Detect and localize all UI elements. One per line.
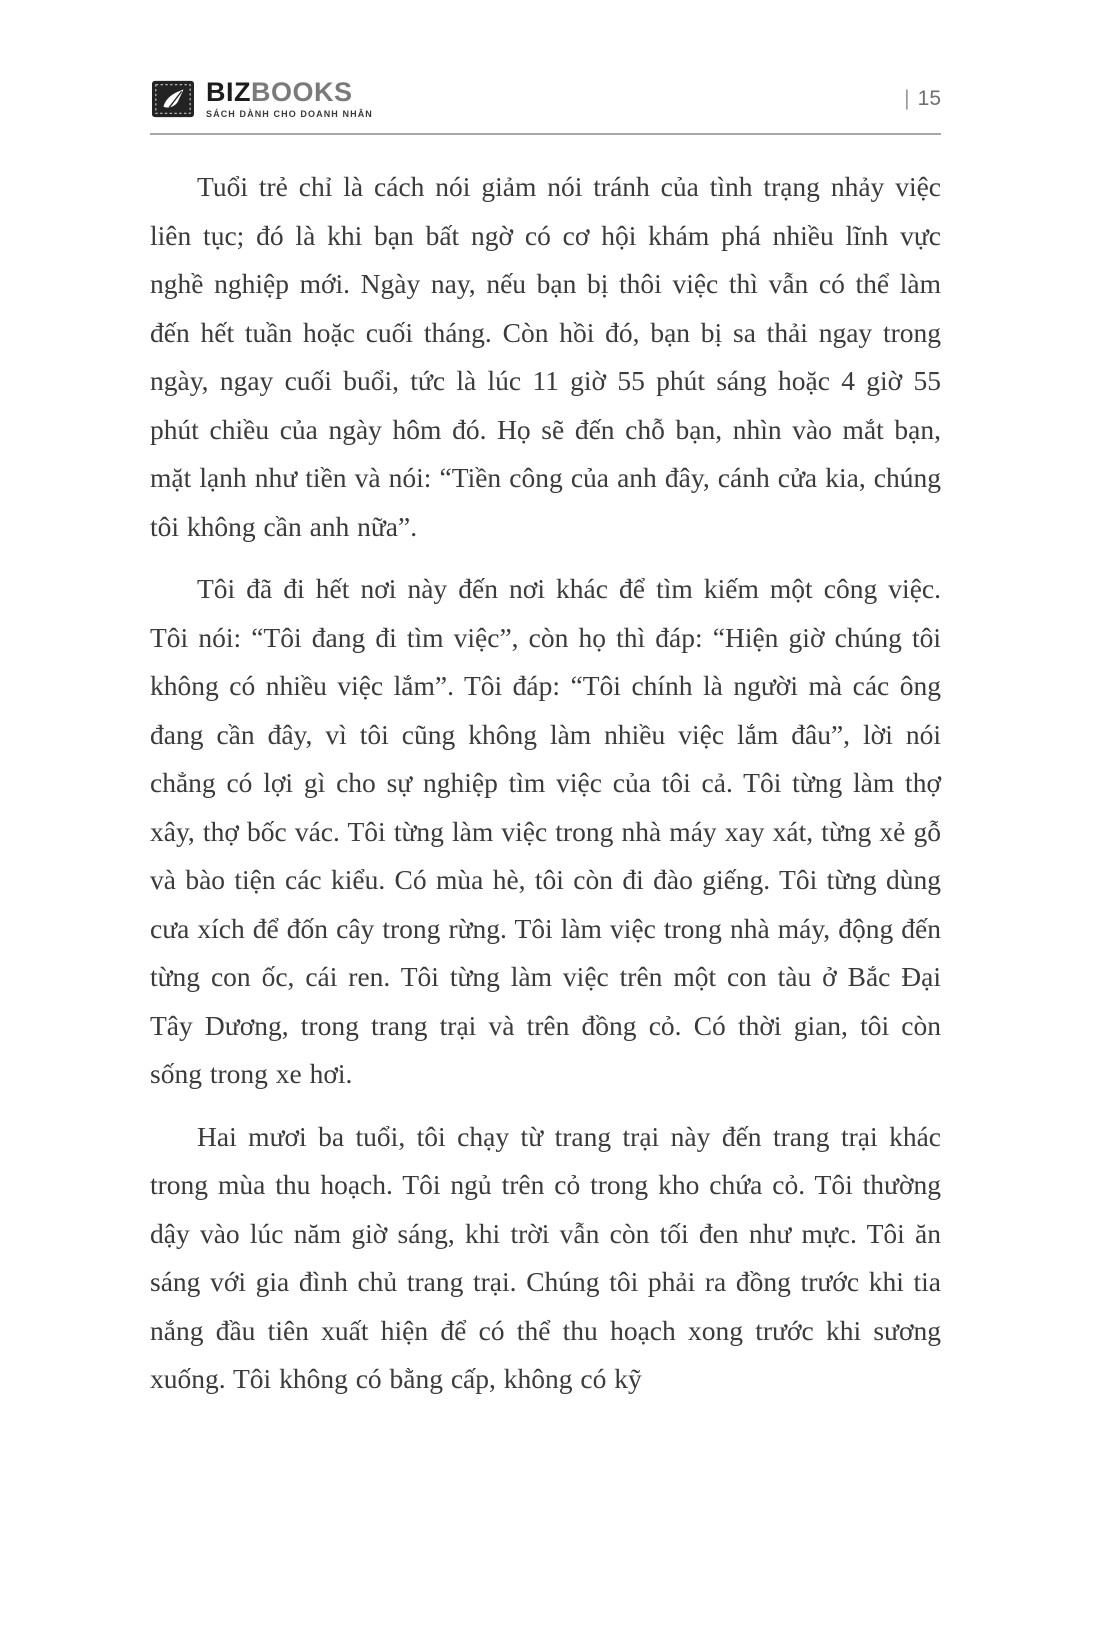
bizbooks-stamp-icon xyxy=(150,78,196,120)
paragraph-2: Tôi đã đi hết nơi này đến nơi khác để tìm kiếm một công việc. Tôi nói: “Tôi đang đi tìm việc”, còn họ thì đáp: “Hiện giờ chúng tôi không có nhiều việc lắm”. Tôi đáp: “Tôi chính là người mà các ông đang cần đây, vì tôi cũng không làm nhiều việc lắm đâu”, lời nói chẳng có lợi gì cho sự nghiệp tìm việc của tôi cả. Tôi từng làm thợ xây, thợ bốc vác. Tôi từng làm việc trong nhà máy xay xát, từng xẻ gỗ và bào tiện các kiểu. Có mùa hè, tôi còn đi đào giếng. Tôi từng dùng cưa xích để đốn cây trong rừng. Tôi làm việc trong nhà máy, động đến từng con ốc, cái ren. Tôi từng làm việc trên một con tàu ở Bắc Đại Tây Dương, trong trang trại và trên đồng cỏ. Có thời gian, tôi còn sống trong xe hơi. xyxy=(150,573,941,1089)
paragraph-1: Tuổi trẻ chỉ là cách nói giảm nói tránh của tình trạng nhảy việc liên tục; đó là khi bạn bất ngờ có cơ hội khám phá nhiều lĩnh vực nghề nghiệp mới. Ngày nay, nếu bạn bị thôi việc thì vẫn có thể làm đến hết tuần hoặc cuối tháng. Còn hồi đó, bạn bị sa thải ngay trong ngày, ngay cuối buổi, tức là lúc 11 giờ 55 phút sáng hoặc 4 giờ 55 phút chiều của ngày hôm đó. Họ sẽ đến chỗ bạn, nhìn vào mắt bạn, mặt lạnh như tiền và nói: “Tiền công của anh đây, cánh cửa kia, chúng tôi không cần anh nữa”. xyxy=(150,171,941,542)
logo-tagline: SÁCH DÀNH CHO DOANH NHÂN xyxy=(206,109,373,119)
header-divider xyxy=(150,133,941,135)
logo-text xyxy=(206,79,373,119)
page-header xyxy=(150,78,941,120)
logo-title xyxy=(206,79,373,106)
page-number-separator: | xyxy=(904,87,910,110)
logo-title-biz: BIZ xyxy=(206,77,251,107)
bizbooks-logo xyxy=(150,78,373,120)
paragraph-3: Hai mươi ba tuổi, tôi chạy từ trang trại này đến trang trại khác trong mùa thu hoạch. Tôi ngủ trên cỏ trong kho chứa cỏ. Tôi thường dậy vào lúc năm giờ sáng, khi trời vẫn còn tối đen như mực. Tôi ăn sáng với gia đình chủ trang trại. Chúng tôi phải ra đồng trước khi tia nắng đầu tiên xuất hiện để có thể thu hoạch xong trước khi sương xuống. Tôi không có bằng cấp, không có kỹ xyxy=(150,1120,941,1394)
page-number xyxy=(904,87,941,111)
page-content xyxy=(150,163,941,1404)
logo-title-books: BOOKS xyxy=(251,77,353,107)
page-number-value: 15 xyxy=(917,87,941,110)
